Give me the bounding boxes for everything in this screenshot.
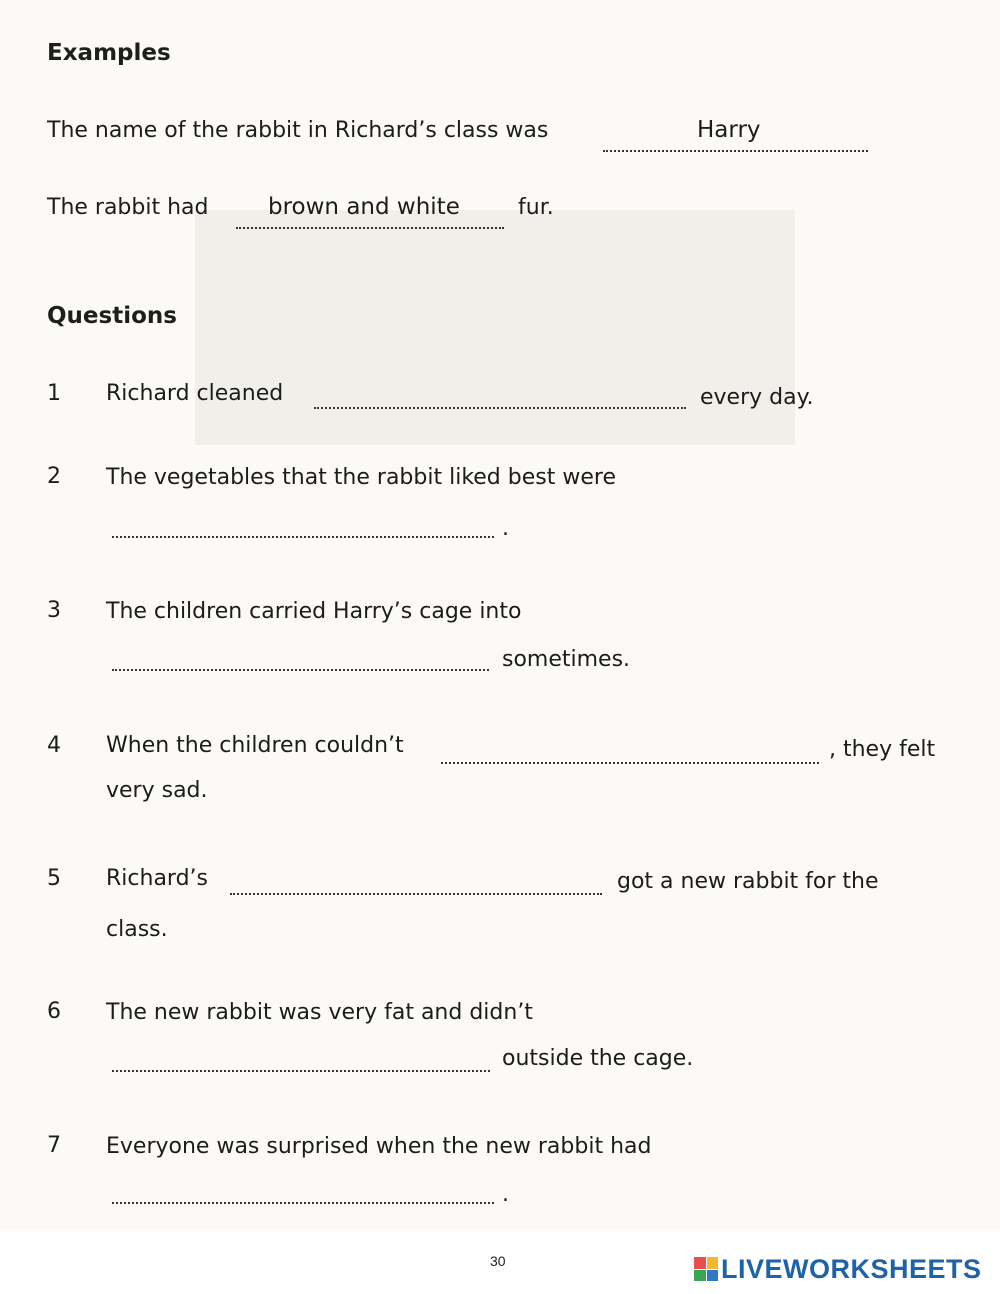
- question-4-blank[interactable]: [441, 762, 819, 764]
- examples-heading: Examples: [47, 40, 171, 66]
- liveworksheets-logo-icon: [694, 1257, 718, 1281]
- question-7-after: .: [502, 1182, 509, 1207]
- question-1-text: Richard cleaned: [106, 381, 284, 406]
- question-4-number: 4: [47, 733, 61, 758]
- question-2-blank[interactable]: [112, 536, 494, 538]
- question-4-text: When the children couldn’t: [106, 733, 404, 758]
- question-7-text: Everyone was surprised when the new rabbit had: [106, 1134, 652, 1159]
- question-3-after: sometimes.: [502, 647, 631, 672]
- question-3-blank[interactable]: [112, 669, 489, 671]
- question-5-number: 5: [47, 866, 61, 891]
- question-3-text: The children carried Harry’s cage into: [106, 599, 522, 624]
- example-2-answer: brown and white: [268, 194, 460, 220]
- question-1-after: every day.: [700, 385, 814, 410]
- example-2-text: The rabbit had: [47, 195, 209, 220]
- question-2-text: The vegetables that the rabbit liked best were: [106, 465, 616, 490]
- question-2-number: 2: [47, 464, 61, 489]
- question-6-after: outside the cage.: [502, 1046, 694, 1071]
- question-7-blank[interactable]: [112, 1202, 494, 1204]
- question-5-line2: class.: [106, 917, 168, 942]
- questions-heading: Questions: [47, 303, 177, 329]
- question-5-text: Richard’s: [106, 866, 208, 891]
- question-5-after: got a new rabbit for the: [617, 869, 879, 894]
- question-7-number: 7: [47, 1133, 61, 1158]
- question-6-text: The new rabbit was very fat and didn’t: [106, 1000, 533, 1025]
- question-2-after: .: [502, 516, 509, 541]
- page-number: 30: [490, 1253, 506, 1269]
- question-6-number: 6: [47, 999, 61, 1024]
- question-1-blank[interactable]: [314, 407, 686, 409]
- example-1-answer: Harry: [697, 117, 761, 143]
- example-2-blank: [236, 227, 504, 229]
- example-1-text: The name of the rabbit in Richard’s class was: [47, 118, 549, 143]
- question-5-blank[interactable]: [230, 893, 602, 895]
- question-6-blank[interactable]: [112, 1070, 490, 1072]
- question-1-number: 1: [47, 381, 61, 406]
- brand-name: LIVEWORKSHEETS: [721, 1253, 982, 1284]
- liveworksheets-brand[interactable]: [694, 1254, 982, 1284]
- question-4-line2: very sad.: [106, 778, 208, 803]
- example-2-after: fur.: [518, 195, 554, 220]
- example-1-blank: [603, 150, 868, 152]
- question-4-after: , they felt: [829, 737, 936, 762]
- question-3-number: 3: [47, 598, 61, 623]
